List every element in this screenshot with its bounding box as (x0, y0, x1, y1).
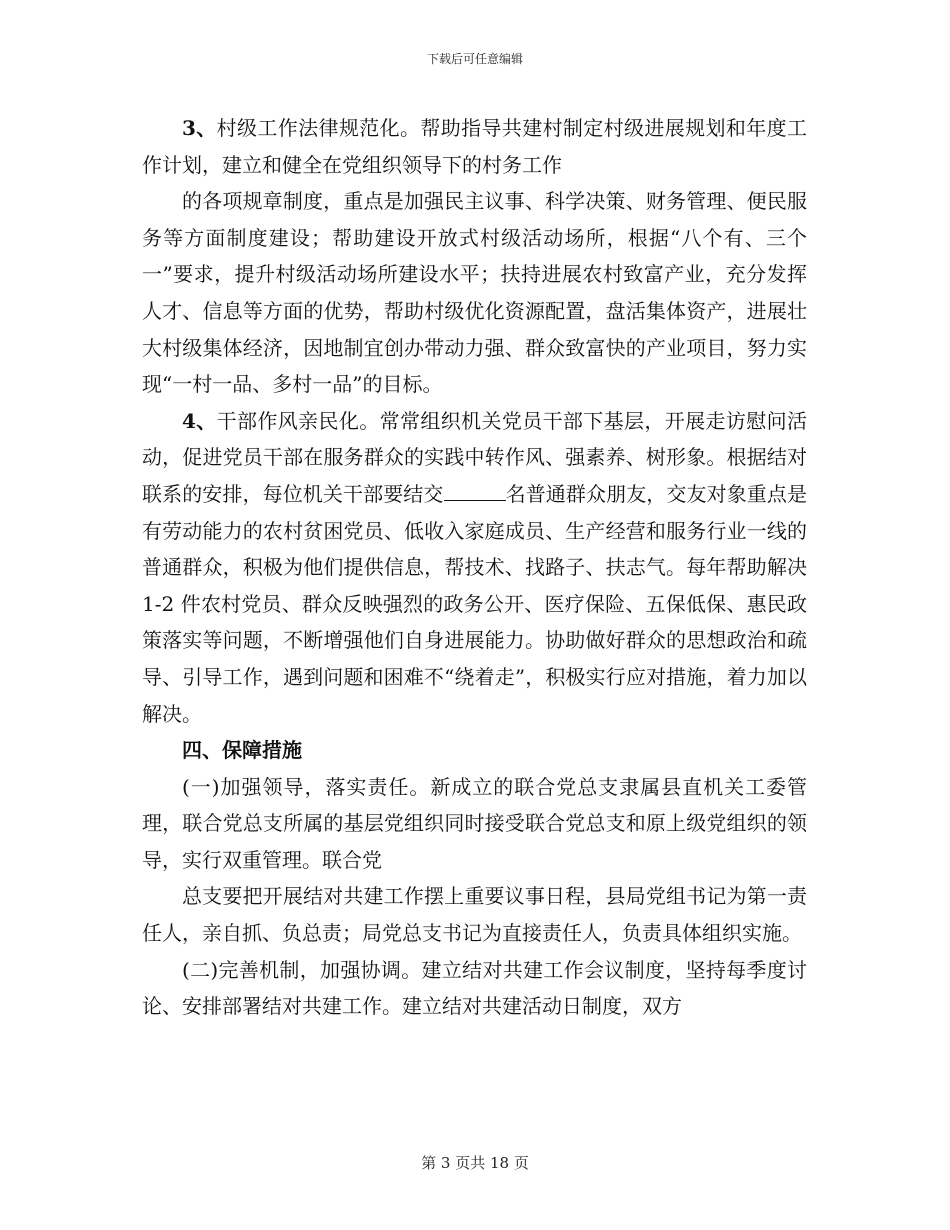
paragraph-text: 名普通群众朋友，交友对象重点是有劳动能力的农村贫困党员、低收入家庭成员、生产经营和服务行业一线的普通群众，积极为他们提供信息，帮技术、找路子、扶志气。每年帮助解决 1-2 件农村党员、群众反映强烈的政务公开、医疗保险、五保低保、惠民政策落实等问题，不断增强他们自身进展能力。协助做好群众的思想政治和疏导、引导工作，遇到问题和困难不“绕着走”，积极实行应对措施，着力加以解决。 (142, 481, 807, 726)
item-number: 4、 (182, 408, 217, 433)
item-number: 3、 (182, 116, 217, 140)
page-header: 下载后可任意编辑 (426, 52, 523, 66)
paragraph-mechanism: (二)完善机制，加强协调。建立结对共建工作会议制度，坚持每季度讨论、安排部署结对共建工作。建立结对共建活动日制度，双方 (142, 957, 807, 1019)
document-body (142, 110, 807, 1025)
paragraph-leadership: (一)加强领导，落实责任。新成立的联合党总支隶属县直机关工委管理，联合党总支所属的基层党组织同时接受联合党总支和原上级党组织的领导，实行双重管理。联合党 (142, 774, 807, 872)
fill-in-blank (444, 482, 506, 501)
paragraph-cadre-style (142, 403, 807, 732)
paragraph-leadership-continued: 总支要把开展结对共建工作摆上重要议事日程，县局党组书记为第一责任人，亲自抓、负总责；局党总支书记为直接责任人，负责具体组织实施。 (142, 884, 807, 946)
paragraph-rules-continued: 的各项规章制度，重点是加强民主议事、科学决策、财务管理、便民服务等方面制度建设；帮助建设开放式村级活动场所，根据“八个有、三个一”要求，提升村级活动场所建设水平；扶持进展农村致富产业，充分发挥人才、信息等方面的优势，帮助村级优化资源配置，盘活集体资产，进展壮大村级集体经济，因地制宜创办带动力强、群众致富快的产业项目，努力实现“一村一品、多村一品”的目标。 (142, 189, 807, 397)
page-footer: 第 3 页共 18 页 (421, 1154, 529, 1172)
paragraph-village-rules (142, 110, 807, 183)
paragraph-text: 干部作风亲民化。常常组织机关党员干部下基层，开展走访慰问活动，促进党员干部在服务群众的实践中转作风、强素养、树形象。根据结对联系的安排，每位机关干部要结交 (142, 408, 807, 506)
section-heading: 四、保障措施 (182, 738, 302, 763)
paragraph-text: 村级工作法律规范化。帮助指导共建村制定村级进展规划和年度工作计划，建立和健全在党组织领导下的村务工作 (142, 116, 807, 177)
